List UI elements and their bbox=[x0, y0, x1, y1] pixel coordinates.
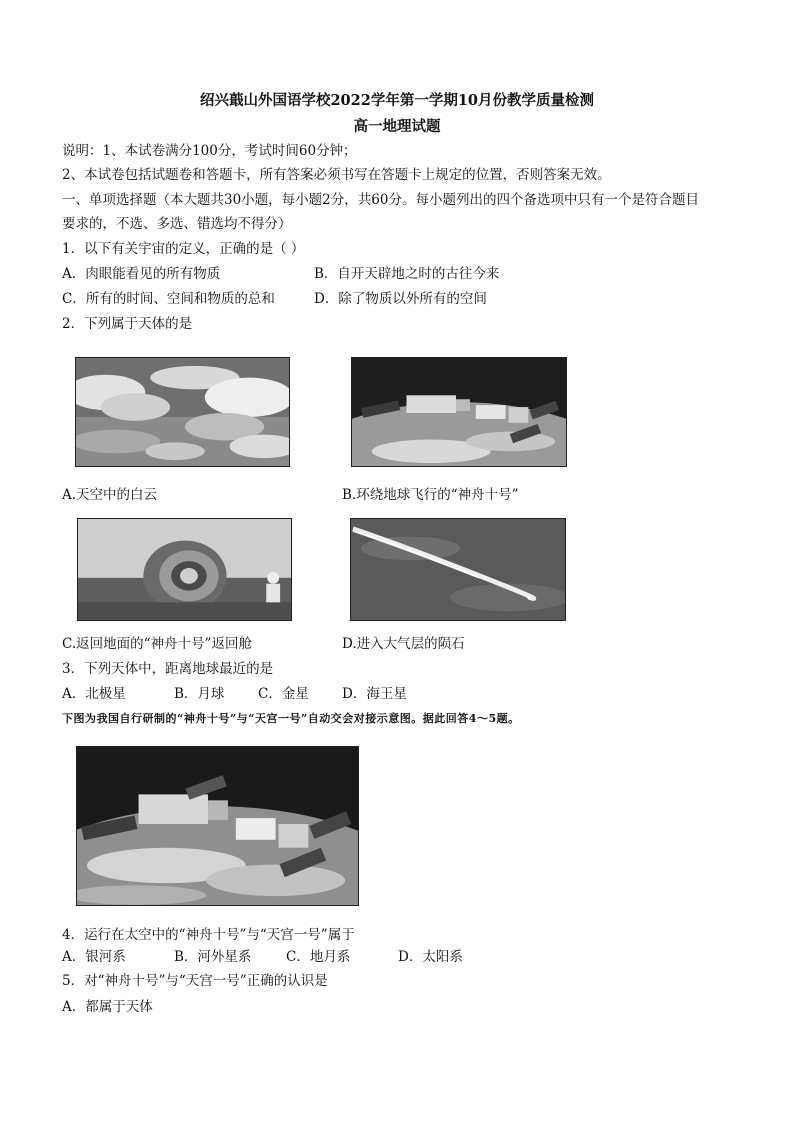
q2-option-c: C.返回地面的“神舟十号”返回舱 bbox=[62, 636, 252, 652]
q5-option-a: A．都属于天体 bbox=[62, 999, 153, 1015]
q2-option-b: B.环绕地球飞行的“神舟十号” bbox=[342, 487, 519, 503]
q4-option-c: C．地月系 bbox=[286, 949, 351, 965]
instruction-line-1: 说明：1、本试卷满分100分，考试时间60分钟； bbox=[62, 143, 357, 159]
q1-option-b: B．自开天辟地之时的古往今来 bbox=[314, 266, 500, 282]
q1-option-d: D．除了物质以外所有的空间 bbox=[314, 291, 487, 307]
meteorite-photo bbox=[350, 518, 566, 621]
section-heading-line-2: 要求的，不选、多选、错选均不得分） bbox=[62, 216, 292, 232]
return-capsule-photo bbox=[77, 518, 292, 621]
section-heading-line-1: 一、单项选择题（本大题共30小题，每小题2分，共60分。每小题列出的四个备选项中只有一个是符合题目 bbox=[62, 192, 699, 208]
q5-stem: 5．对“神舟十号”与“天宫一号”正确的认识是 bbox=[62, 973, 328, 989]
q3-stem: 3．下列天体中，距离地球最近的是 bbox=[62, 661, 274, 677]
passage-text: 下图为我国自行研制的“神舟十号”与“天宫一号”自动交会对接示意图。据此回答4～5题。 bbox=[62, 712, 520, 725]
q2-stem: 2．下列属于天体的是 bbox=[62, 316, 193, 332]
instruction-line-2: 2、本试卷包括试题卷和答题卡，所有答案必须书写在答题卡上规定的位置，否则答案无效。 bbox=[62, 167, 611, 183]
q3-option-a: A．北极星 bbox=[62, 686, 126, 702]
clouds-photo bbox=[75, 357, 290, 467]
shenzhou-orbit-photo bbox=[351, 357, 567, 467]
q1-stem: 1．以下有关宇宙的定义，正确的是（ ） bbox=[62, 241, 305, 257]
q2-option-a: A.天空中的白云 bbox=[62, 487, 158, 503]
docking-photo bbox=[76, 746, 359, 906]
q3-option-c: C．金星 bbox=[258, 686, 309, 702]
q4-option-d: D．太阳系 bbox=[398, 949, 463, 965]
q1-option-c: C．所有的时间、空间和物质的总和 bbox=[62, 291, 275, 307]
q3-option-d: D．海王星 bbox=[342, 686, 407, 702]
q3-option-b: B．月球 bbox=[174, 686, 225, 702]
q4-option-b: B．河外星系 bbox=[174, 949, 252, 965]
q4-stem: 4．运行在太空中的“神舟十号”与“天宫一号”属于 bbox=[62, 927, 355, 943]
exam-subtitle: 高一地理试题 bbox=[353, 118, 441, 135]
exam-title: 绍兴蕺山外国语学校2022学年第一学期10月份教学质量检测 bbox=[199, 92, 595, 109]
q4-option-a: A．银河系 bbox=[62, 949, 126, 965]
q2-option-d: D.进入大气层的陨石 bbox=[342, 636, 465, 652]
q1-option-a: A．肉眼能看见的所有物质 bbox=[62, 266, 221, 282]
